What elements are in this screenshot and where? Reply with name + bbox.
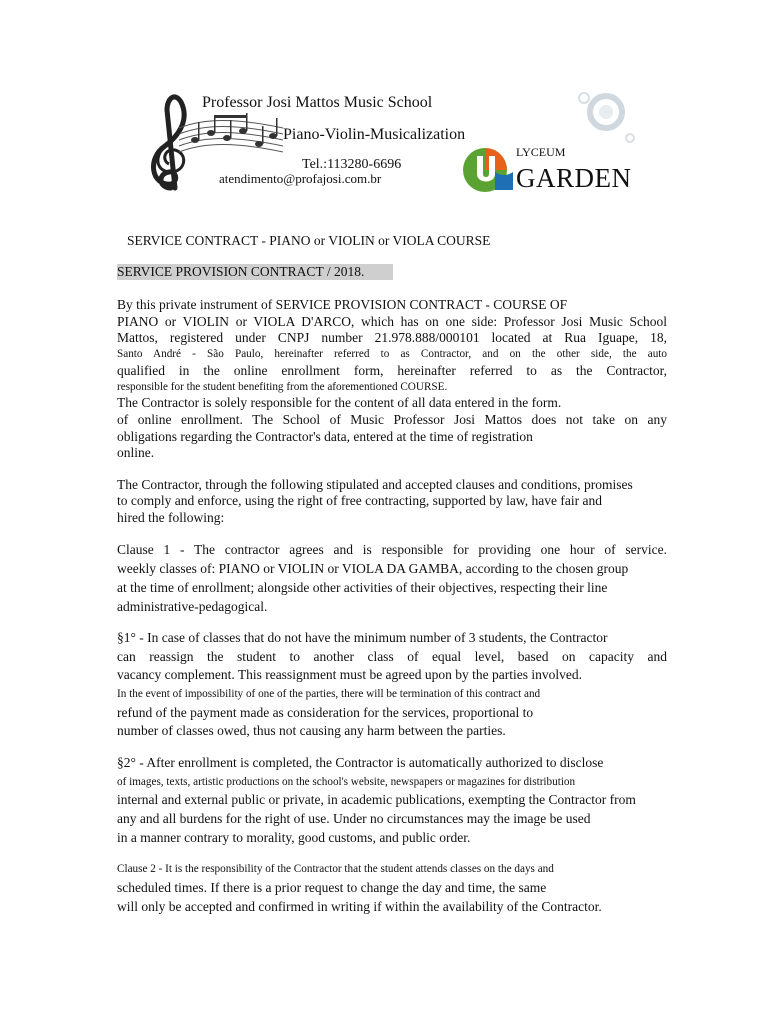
paragraph-1-line: Mattos, registered under CNPJ number 21.978.888/000101 located at Rua Iguape, 18, bbox=[117, 330, 667, 345]
clause-2-line: will only be accepted and confirmed in writing if within the availability of the Contractor. bbox=[117, 899, 602, 914]
paragraph-1-line: The Contractor is solely responsible for the content of all data entered in the form. bbox=[117, 395, 562, 410]
paragraph-1-line: Santo André - São Paulo, hereinafter referred to as Contractor, and on the other side, the auto bbox=[117, 348, 667, 360]
contract-title: SERVICE CONTRACT - PIANO or VIOLIN or VIOLA COURSE bbox=[127, 233, 491, 248]
treble-clef-icon bbox=[154, 97, 185, 188]
section-1-line: refund of the payment made as consideration for the services, proportional to bbox=[117, 705, 534, 720]
paragraph-1-line: qualified in the online enrollment form, hereinafter referred to as the Contractor, bbox=[117, 363, 667, 378]
partner-name-small: LYCEUM bbox=[516, 145, 566, 159]
section-2-line: any and all burdens for the right of use. Under no circumstances may the image be used bbox=[117, 811, 591, 826]
decorative-bubbles-icon bbox=[570, 86, 640, 156]
paragraph-1-line: PIANO or VIOLIN or VIOLA D'ARCO, which has on one side: Professor Josi Music School bbox=[117, 314, 667, 329]
clause-1-line: administrative-pedagogical. bbox=[117, 599, 268, 614]
clause-1-line: weekly classes of: PIANO or VIOLIN or VIOLA DA GAMBA, according to the chosen group bbox=[117, 561, 629, 576]
paragraph-1-line: obligations regarding the Contractor's data, entered at the time of registration bbox=[117, 429, 533, 444]
paragraph-2-line: to comply and enforce, using the right of free contracting, supported by law, have fair and bbox=[117, 493, 602, 508]
clause-1-line: at the time of enrollment; alongside other activities of their objectives, respecting their line bbox=[117, 580, 608, 595]
clause-2-line: Clause 2 - It is the responsibility of the Contractor that the student attends classes on the days and bbox=[117, 863, 554, 875]
clause-1-line: Clause 1 - The contractor agrees and is responsible for providing one hour of service. bbox=[117, 542, 667, 557]
section-1-line: vacancy complement. This reassignment must be agreed upon by the parties involved. bbox=[117, 667, 582, 682]
section-2-line: in a manner contrary to morality, good customs, and public order. bbox=[117, 830, 471, 845]
lyceum-garden-logo-icon bbox=[461, 146, 517, 194]
paragraph-1-line: online. bbox=[117, 445, 155, 460]
section-1-line: In the event of impossibility of one of the parties, there will be termination of this contract and bbox=[117, 688, 541, 700]
instruments-line: Piano-Violin-Musicalization bbox=[283, 126, 466, 143]
paragraph-1-line: By this private instrument of SERVICE PROVISION CONTRACT - COURSE OF bbox=[117, 297, 568, 312]
section-2-line: §2° - After enrollment is completed, the Contractor is automatically authorized to disclose bbox=[117, 755, 604, 770]
section-1-line: number of classes owed, thus not causing any harm between the parties. bbox=[117, 723, 506, 738]
paragraph-1-line: of online enrollment. The School of Music Professor Josi Mattos does not take on any bbox=[117, 412, 667, 427]
section-2-line: of images, texts, artistic productions on the school's website, newspapers or magazines for distribution bbox=[117, 776, 576, 788]
clause-2-line: scheduled times. If there is a prior request to change the day and time, the same bbox=[117, 880, 547, 895]
partner-name-large: GARDEN bbox=[516, 163, 632, 193]
paragraph-2-line: hired the following: bbox=[117, 510, 225, 525]
contract-subtitle: SERVICE PROVISION CONTRACT / 2018. bbox=[117, 264, 393, 280]
section-1-line: §1° - In case of classes that do not have the minimum number of 3 students, the Contractor bbox=[117, 630, 608, 645]
paragraph-2-line: The Contractor, through the following stipulated and accepted clauses and conditions, promises bbox=[117, 477, 633, 492]
paragraph-1-line: responsible for the student benefiting from the aforementioned COURSE. bbox=[117, 381, 448, 393]
school-name: Professor Josi Mattos Music School bbox=[202, 94, 433, 111]
telephone: Tel.:113280-6696 bbox=[302, 157, 402, 172]
section-1-line: can reassign the student to another class of equal level, based on capacity and bbox=[117, 649, 667, 664]
email-address: atendimento@profajosi.com.br bbox=[219, 171, 382, 186]
section-2-line: internal and external public or private, in academic publications, exempting the Contractor from bbox=[117, 792, 636, 807]
